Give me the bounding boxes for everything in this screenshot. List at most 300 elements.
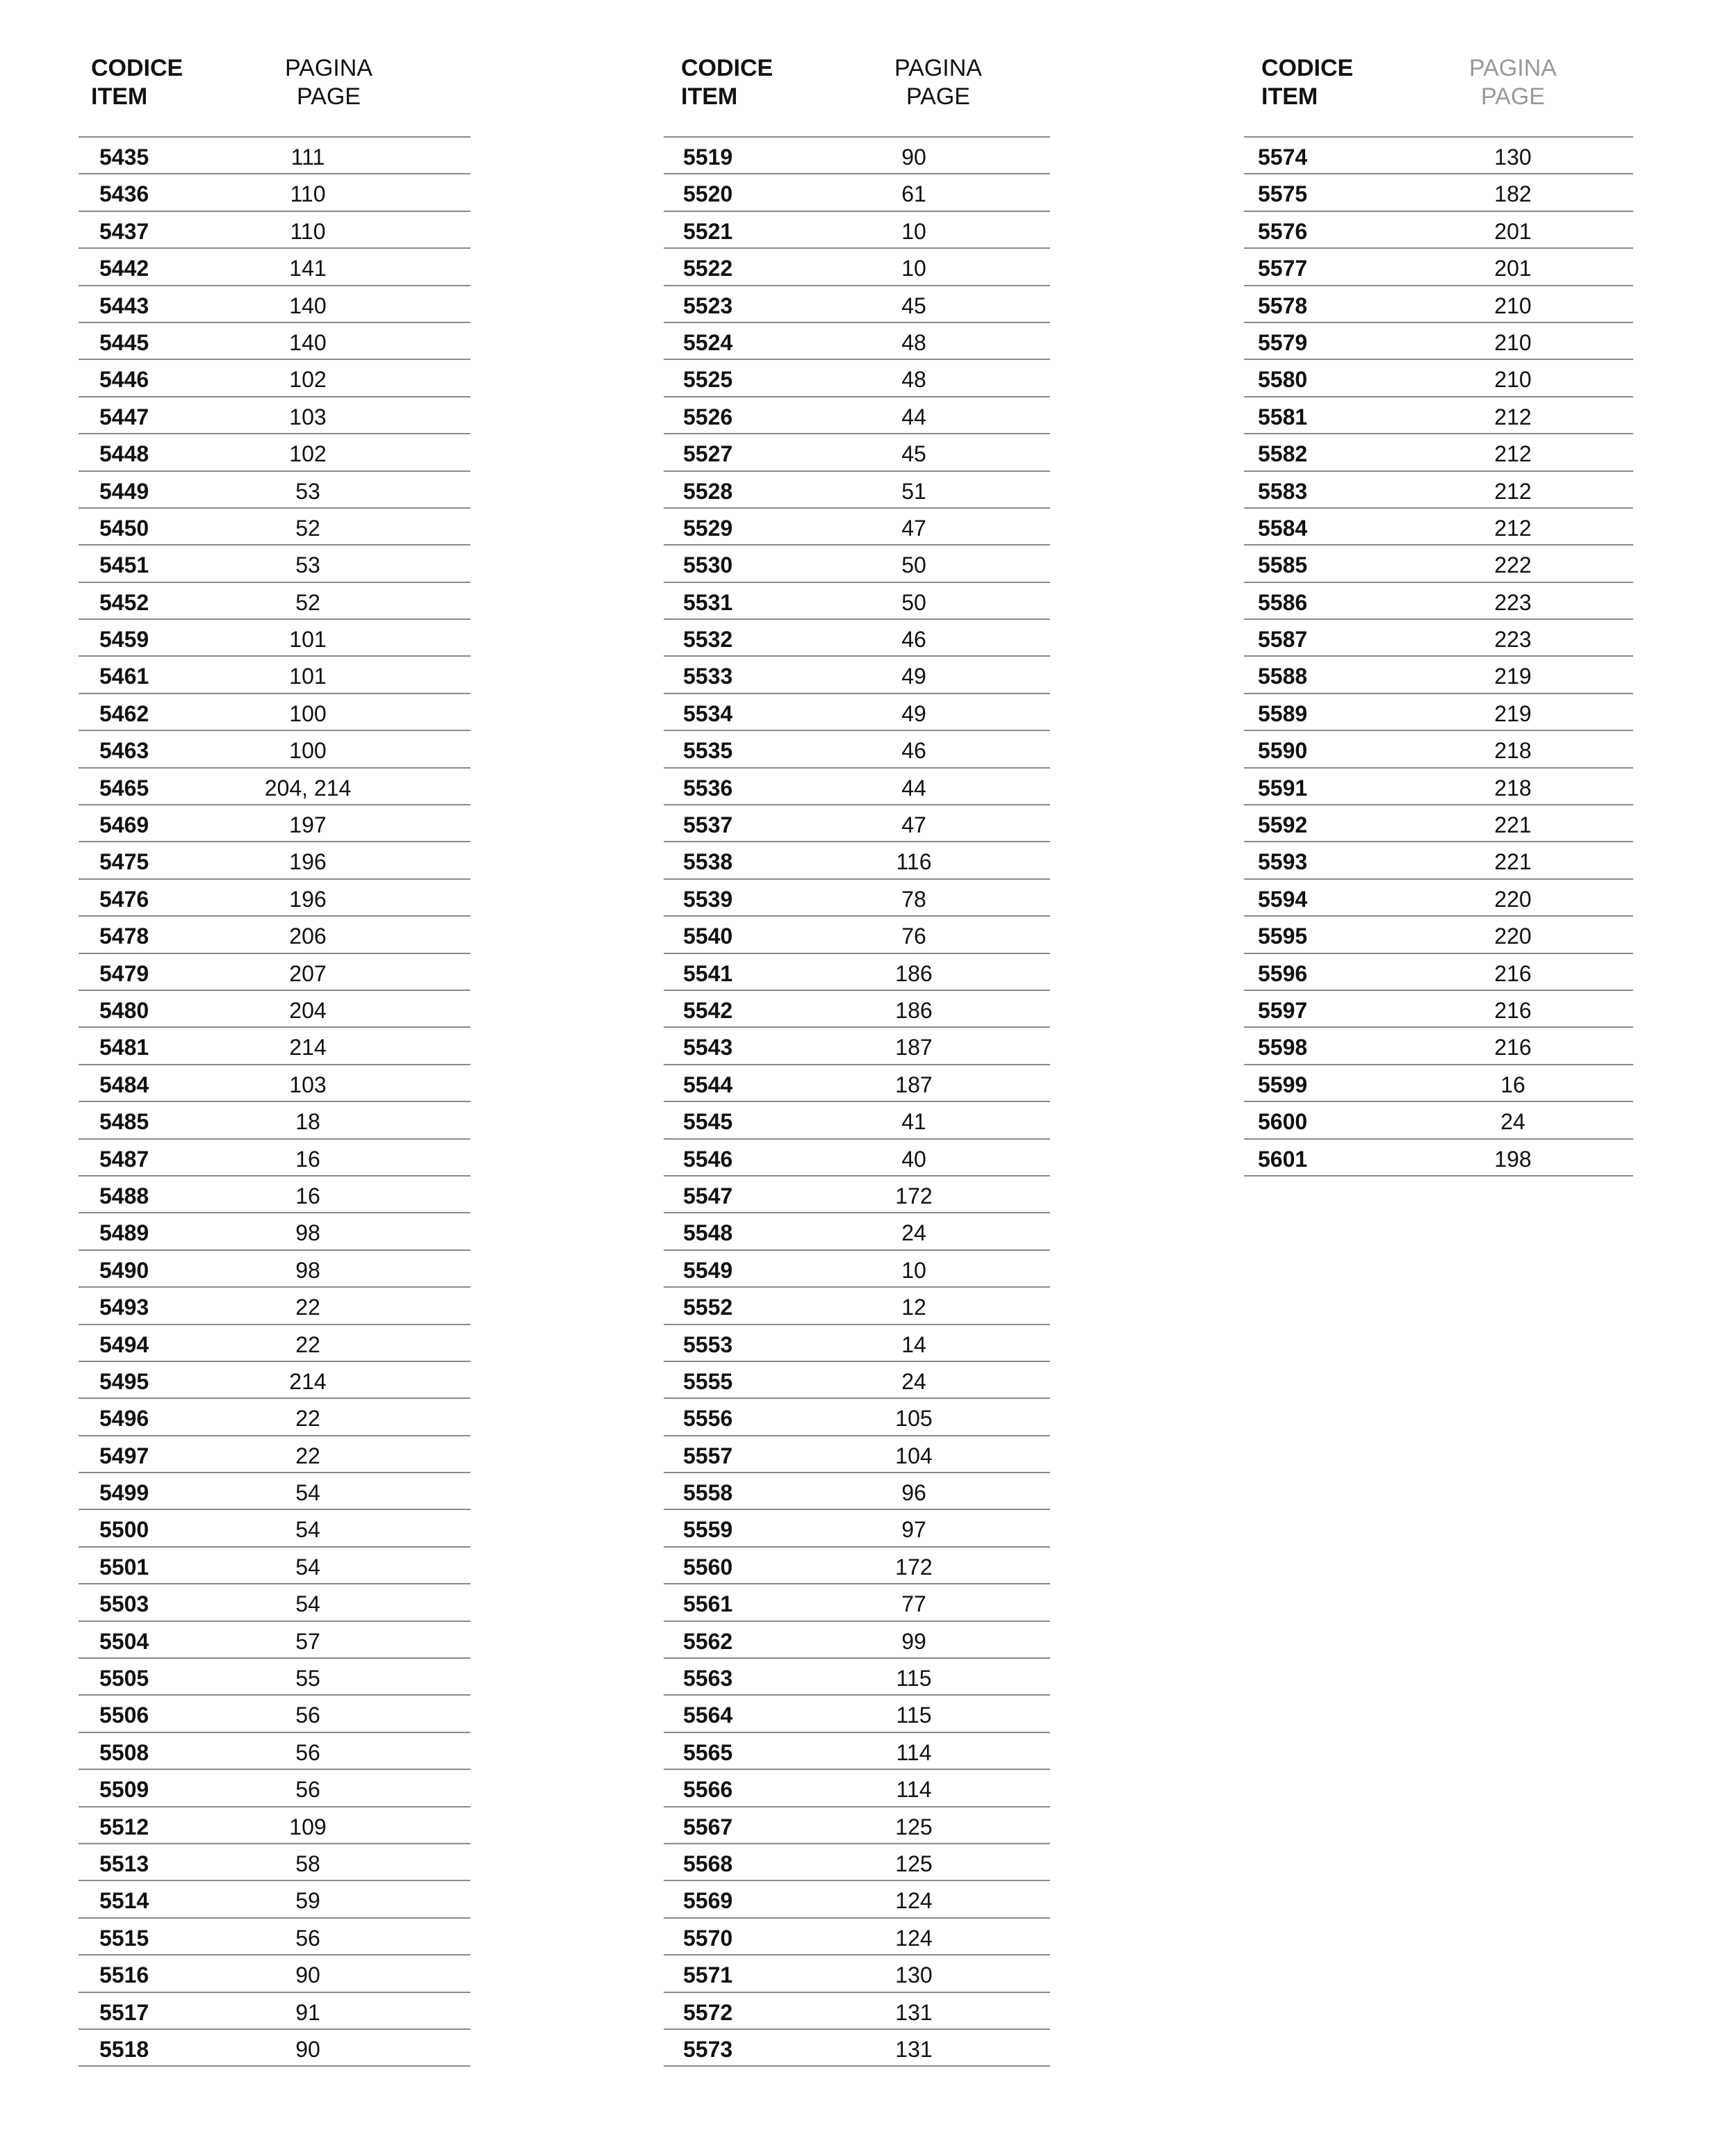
table-row: [79, 509, 470, 546]
table-row: [664, 1733, 1050, 1770]
page-number: 212: [1494, 515, 1532, 541]
table-row: [664, 1993, 1050, 2030]
page-header: PAGINA PAGE: [1469, 55, 1557, 110]
table-row: [664, 212, 1050, 249]
page-number: 216: [1494, 1035, 1532, 1060]
item-code: 5445: [99, 329, 149, 355]
table-row: [664, 1919, 1050, 1956]
item-code: 5437: [99, 218, 149, 244]
page-number: 201: [1494, 256, 1532, 281]
page-number: 61: [901, 181, 926, 207]
table-row: [79, 1696, 470, 1732]
table-row: [664, 805, 1050, 842]
page-number: 16: [295, 1183, 320, 1208]
page-number: 45: [901, 441, 926, 467]
item-code: 5598: [1258, 1035, 1308, 1060]
item-code: 5461: [99, 664, 149, 689]
item-code: 5523: [683, 293, 733, 318]
page-number: 207: [289, 960, 327, 986]
page-number: 187: [895, 1035, 933, 1060]
page-number: 22: [295, 1443, 320, 1468]
item-code: 5539: [683, 886, 733, 912]
item-code: 5584: [1258, 515, 1308, 541]
table-row: [664, 769, 1050, 805]
item-code: 5494: [99, 1331, 149, 1357]
item-code: 5543: [683, 1035, 733, 1060]
table-row: [664, 509, 1050, 546]
item-code: 5524: [683, 329, 733, 355]
page-number: 105: [895, 1406, 933, 1432]
page-number: 56: [295, 1925, 320, 1951]
table-row: [1244, 769, 1633, 805]
table-row: [79, 1548, 470, 1584]
table-row: [664, 1696, 1050, 1732]
table-row: [664, 620, 1050, 657]
item-code: 5532: [683, 627, 733, 653]
table-row: [79, 805, 470, 842]
table-row: [664, 546, 1050, 582]
item-code: 5459: [99, 627, 149, 653]
item-code: 5465: [99, 775, 149, 801]
table-row: [79, 583, 470, 620]
page-number: 172: [895, 1554, 933, 1580]
page-number: 10: [901, 1257, 926, 1283]
item-code: 5436: [99, 181, 149, 207]
item-code: 5595: [1258, 924, 1308, 949]
page-number: 18: [295, 1109, 320, 1135]
page-number: 140: [289, 329, 327, 355]
item-code: 5544: [683, 1072, 733, 1097]
item-code: 5545: [683, 1109, 733, 1135]
item-code: 5549: [683, 1257, 733, 1283]
table-row: [664, 731, 1050, 768]
table-row: [664, 174, 1050, 211]
page-number: 116: [896, 849, 932, 875]
page-number: 22: [295, 1406, 320, 1432]
item-code: 5538: [683, 849, 733, 875]
table-row: [664, 472, 1050, 509]
page-number: 125: [895, 1814, 933, 1839]
table-row: [664, 1028, 1050, 1065]
item-code: 5540: [683, 924, 733, 949]
page-number: 201: [1494, 218, 1532, 244]
table-row: [1244, 323, 1633, 360]
table-row: [1244, 657, 1633, 694]
item-code: 5565: [683, 1739, 733, 1765]
page-number: 24: [1500, 1109, 1525, 1135]
item-code: 5475: [99, 849, 149, 875]
page-number: 76: [901, 924, 926, 949]
item-code: 5592: [1258, 812, 1308, 838]
page-number: 186: [895, 997, 933, 1023]
item-code: 5514: [99, 1888, 149, 1914]
item-code: 5521: [683, 218, 733, 244]
item-code: 5447: [99, 404, 149, 429]
item-code: 5536: [683, 775, 733, 801]
page-number: 45: [901, 293, 926, 318]
table-row: [79, 360, 470, 397]
page-number: 55: [295, 1666, 320, 1691]
item-code: 5571: [683, 1962, 733, 1988]
page-number: 90: [295, 2036, 320, 2062]
page-number: 47: [901, 515, 926, 541]
page-number: 48: [901, 367, 926, 393]
table-row: [664, 1548, 1050, 1584]
table-row: [664, 1956, 1050, 1992]
item-code: 5516: [99, 1962, 149, 1988]
page-number: 206: [289, 924, 327, 949]
page-number: 219: [1494, 700, 1532, 726]
table-row: [664, 360, 1050, 397]
item-code: 5586: [1258, 589, 1308, 615]
item-code: 5574: [1258, 145, 1308, 170]
table-row: [664, 1065, 1050, 1102]
table-row: [664, 1770, 1050, 1807]
item-code: 5537: [683, 812, 733, 838]
page-number: 52: [295, 589, 320, 615]
table-row: [79, 657, 470, 694]
table-row: [79, 1102, 470, 1139]
table-row: [664, 1362, 1050, 1399]
table-row: [79, 1362, 470, 1399]
page-number: 91: [295, 1999, 320, 2025]
page-number: 54: [295, 1591, 320, 1617]
item-code: 5480: [99, 997, 149, 1023]
page-number: 46: [901, 627, 926, 653]
table-row: [79, 1844, 470, 1881]
table-row: [664, 434, 1050, 471]
item-code: 5450: [99, 515, 149, 541]
page-number: 24: [901, 1368, 926, 1394]
index-column-1: [79, 54, 470, 2067]
item-code: 5580: [1258, 367, 1308, 393]
item-code: 5585: [1258, 552, 1308, 578]
item-code: 5448: [99, 441, 149, 467]
table-row: [79, 397, 470, 434]
item-code: 5462: [99, 700, 149, 726]
item-code: 5463: [99, 738, 149, 764]
table-row: [664, 1510, 1050, 1547]
page-number: 104: [895, 1443, 933, 1468]
code-header: CODICE ITEM: [91, 55, 183, 110]
page-number: 204: [289, 997, 327, 1023]
item-code: 5527: [683, 441, 733, 467]
page-number: 131: [895, 1999, 933, 2025]
table-row: [664, 583, 1050, 620]
column-header: [664, 54, 1050, 138]
item-code: 5485: [99, 1109, 149, 1135]
page-number: 46: [901, 738, 926, 764]
page-number: 131: [895, 2036, 933, 2062]
page-header: PAGINA PAGE: [894, 55, 982, 110]
table-row: [664, 286, 1050, 323]
table-row: [79, 1622, 470, 1659]
table-row: [79, 1770, 470, 1807]
item-code: 5564: [683, 1703, 733, 1728]
page-number: 41: [901, 1109, 926, 1135]
item-code: 5528: [683, 478, 733, 504]
table-row: [79, 1251, 470, 1288]
page-number: 216: [1494, 997, 1532, 1023]
item-code: 5495: [99, 1368, 149, 1394]
page-number: 24: [901, 1220, 926, 1246]
table-row: [664, 249, 1050, 286]
page-number: 130: [895, 1962, 933, 1988]
item-code: 5601: [1258, 1146, 1308, 1172]
page-number: 196: [289, 849, 327, 875]
item-code: 5442: [99, 256, 149, 281]
item-code: 5533: [683, 664, 733, 689]
index-rows: [664, 138, 1050, 2067]
page-number: 59: [295, 1888, 320, 1914]
table-row: [1244, 731, 1633, 768]
page-number: 47: [901, 812, 926, 838]
table-row: [79, 880, 470, 917]
page-number: 77: [901, 1591, 926, 1617]
table-row: [664, 1102, 1050, 1139]
code-header: CODICE ITEM: [681, 55, 773, 110]
page-number: 221: [1494, 849, 1532, 875]
item-code: 5435: [99, 145, 149, 170]
item-code: 5508: [99, 1739, 149, 1765]
page-number: 187: [895, 1072, 933, 1097]
item-code: 5591: [1258, 775, 1308, 801]
table-row: [79, 1993, 470, 2030]
item-code: 5513: [99, 1851, 149, 1876]
page-number: 50: [901, 589, 926, 615]
page-number: 141: [289, 256, 327, 281]
item-code: 5487: [99, 1146, 149, 1172]
page-number: 98: [295, 1257, 320, 1283]
item-code: 5570: [683, 1925, 733, 1951]
table-row: [1244, 360, 1633, 397]
page-number: 115: [896, 1666, 932, 1691]
item-code: 5561: [683, 1591, 733, 1617]
table-row: [1244, 546, 1633, 582]
table-row: [1244, 397, 1633, 434]
page-number: 220: [1494, 924, 1532, 949]
table-row: [664, 1881, 1050, 1918]
item-code: 5446: [99, 367, 149, 393]
page-number: 22: [295, 1295, 320, 1320]
item-code: 5535: [683, 738, 733, 764]
table-row: [79, 1436, 470, 1473]
table-row: [1244, 1102, 1633, 1139]
index-column-2: [664, 54, 1050, 2067]
item-code: 5583: [1258, 478, 1308, 504]
page-number: 210: [1494, 329, 1532, 355]
page-number: 16: [1500, 1072, 1525, 1097]
item-code: 5553: [683, 1331, 733, 1357]
page-number: 114: [896, 1777, 932, 1803]
page-number: 51: [901, 478, 926, 504]
item-code: 5552: [683, 1295, 733, 1320]
page-number: 90: [901, 145, 926, 170]
item-code: 5577: [1258, 256, 1308, 281]
item-code: 5558: [683, 1480, 733, 1506]
page-number: 216: [1494, 960, 1532, 986]
item-code: 5566: [683, 1777, 733, 1803]
item-code: 5590: [1258, 738, 1308, 764]
table-row: [79, 1325, 470, 1362]
item-code: 5579: [1258, 329, 1308, 355]
table-row: [79, 1807, 470, 1844]
page-number: 22: [295, 1331, 320, 1357]
table-row: [79, 769, 470, 805]
item-code: 5469: [99, 812, 149, 838]
item-code: 5578: [1258, 293, 1308, 318]
page-number: 103: [289, 1072, 327, 1097]
page-number: 58: [295, 1851, 320, 1876]
table-row: [79, 1733, 470, 1770]
table-row: [79, 1584, 470, 1621]
item-code: 5597: [1258, 997, 1308, 1023]
page-number: 53: [295, 552, 320, 578]
page-number: 48: [901, 329, 926, 355]
item-code: 5593: [1258, 849, 1308, 875]
item-code: 5555: [683, 1368, 733, 1394]
table-row: [664, 1177, 1050, 1213]
table-row: [1244, 286, 1633, 323]
column-header: [79, 54, 470, 138]
item-code: 5534: [683, 700, 733, 726]
table-row: [1244, 138, 1633, 174]
page-number: 214: [289, 1035, 327, 1060]
item-code: 5525: [683, 367, 733, 393]
page-number: 56: [295, 1777, 320, 1803]
table-row: [664, 1213, 1050, 1250]
table-row: [1244, 991, 1633, 1028]
table-row: [664, 842, 1050, 879]
table-row: [664, 991, 1050, 1028]
page-number: 111: [290, 145, 325, 170]
table-row: [1244, 954, 1633, 991]
page-number: 99: [901, 1628, 926, 1654]
page-number: 110: [290, 181, 326, 207]
table-row: [1244, 434, 1633, 471]
table-row: [664, 2030, 1050, 2067]
item-code: 5589: [1258, 700, 1308, 726]
item-code: 5576: [1258, 218, 1308, 244]
item-code: 5488: [99, 1183, 149, 1208]
table-row: [79, 1399, 470, 1436]
page-number: 218: [1494, 775, 1532, 801]
page-number: 49: [901, 700, 926, 726]
table-row: [79, 546, 470, 582]
item-code: 5599: [1258, 1072, 1308, 1097]
page-number: 10: [901, 256, 926, 281]
page-number: 219: [1494, 664, 1532, 689]
item-code: 5522: [683, 256, 733, 281]
item-code: 5489: [99, 1220, 149, 1246]
item-code: 5500: [99, 1517, 149, 1543]
page-number: 130: [1494, 145, 1532, 170]
column-header: [1244, 54, 1633, 138]
table-row: [1244, 842, 1633, 879]
table-row: [1244, 583, 1633, 620]
table-row: [664, 954, 1050, 991]
item-code: 5481: [99, 1035, 149, 1060]
item-code: 5451: [99, 552, 149, 578]
page-number: 98: [295, 1220, 320, 1246]
page-number: 53: [295, 478, 320, 504]
table-row: [664, 1140, 1050, 1177]
item-code: 5452: [99, 589, 149, 615]
table-row: [1244, 880, 1633, 917]
item-code: 5563: [683, 1666, 733, 1691]
page-number: 218: [1494, 738, 1532, 764]
page-number: 101: [289, 664, 327, 689]
item-code: 5496: [99, 1406, 149, 1432]
item-code: 5582: [1258, 441, 1308, 467]
table-row: [664, 1584, 1050, 1621]
item-code: 5557: [683, 1443, 733, 1468]
table-row: [79, 138, 470, 174]
page-number: 10: [901, 218, 926, 244]
page-number: 198: [1494, 1146, 1532, 1172]
item-code: 5504: [99, 1628, 149, 1654]
page-number: 78: [901, 886, 926, 912]
table-row: [79, 1177, 470, 1213]
table-row: [79, 620, 470, 657]
page-number: 182: [1494, 181, 1532, 207]
item-code: 5568: [683, 1851, 733, 1876]
item-code: 5479: [99, 960, 149, 986]
item-code: 5517: [99, 1999, 149, 2025]
page-number: 114: [896, 1739, 932, 1765]
page-number: 197: [289, 812, 327, 838]
index-rows: [1244, 138, 1633, 1177]
item-code: 5449: [99, 478, 149, 504]
table-row: [79, 1140, 470, 1177]
table-row: [79, 1028, 470, 1065]
table-row: [79, 472, 470, 509]
table-row: [1244, 509, 1633, 546]
item-code: 5594: [1258, 886, 1308, 912]
table-row: [664, 1473, 1050, 1510]
page-number: 214: [289, 1368, 327, 1394]
table-row: [1244, 917, 1633, 953]
page-number: 102: [289, 367, 327, 393]
table-row: [79, 1213, 470, 1250]
page-number: 100: [289, 700, 327, 726]
item-code: 5559: [683, 1517, 733, 1543]
table-row: [1244, 472, 1633, 509]
page-number: 220: [1494, 886, 1532, 912]
page-number: 44: [901, 404, 926, 429]
page-number: 57: [295, 1628, 320, 1654]
item-code: 5600: [1258, 1109, 1308, 1135]
page-number: 54: [295, 1517, 320, 1543]
table-row: [1244, 174, 1633, 211]
table-row: [1244, 249, 1633, 286]
item-code: 5515: [99, 1925, 149, 1951]
table-row: [664, 657, 1050, 694]
item-code: 5443: [99, 293, 149, 318]
item-code: 5512: [99, 1814, 149, 1839]
item-code: 5499: [99, 1480, 149, 1506]
item-code: 5546: [683, 1146, 733, 1172]
table-row: [664, 694, 1050, 731]
item-code: 5581: [1258, 404, 1308, 429]
table-row: [79, 1473, 470, 1510]
code-header: CODICE ITEM: [1261, 55, 1354, 110]
item-code: 5530: [683, 552, 733, 578]
page-number: 101: [289, 627, 327, 653]
page-number: 40: [901, 1146, 926, 1172]
page-number: 52: [295, 515, 320, 541]
item-code: 5519: [683, 145, 733, 170]
